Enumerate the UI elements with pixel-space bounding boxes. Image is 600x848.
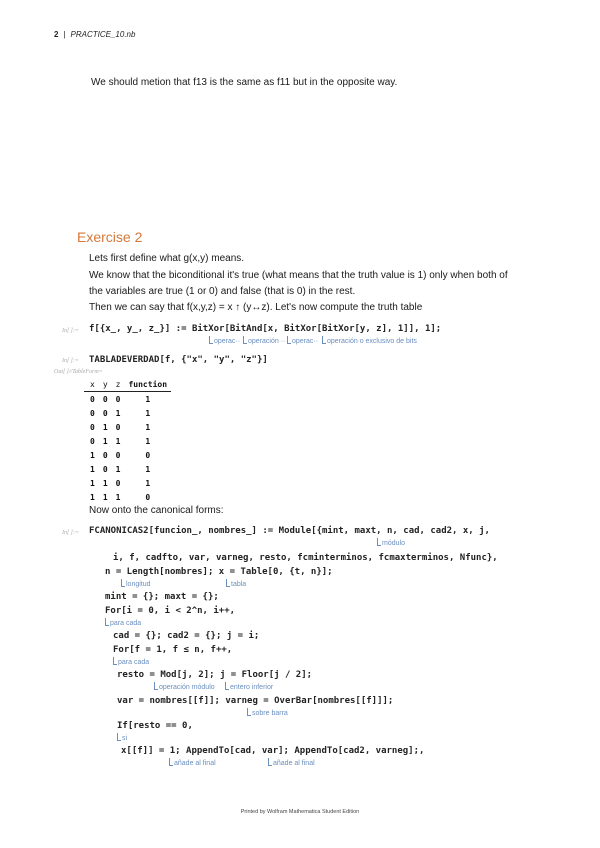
code-line: For[i = 0, i < 2^n, i++,: [105, 606, 236, 616]
autocomplete-hint: añade al final: [169, 758, 216, 767]
autocomplete-hint: para cada: [113, 657, 149, 666]
autocomplete-hint: operación ··: [243, 336, 285, 345]
table-header-x: x: [84, 379, 99, 392]
autocomplete-hint: tabla: [226, 579, 246, 588]
code-line: FCANONICAS2[funcion_, nombres_] := Module[{mint, maxt, n, cad, cad2, x, j,: [89, 526, 490, 536]
autocomplete-hint: para cada: [105, 618, 141, 627]
page-footer: Printed by Wolfram Mathematica Student Edition: [240, 809, 360, 815]
output-label: Out[ ]//TableForm=: [54, 369, 103, 375]
table-row: 0 0 1 1: [90, 408, 151, 418]
paragraph-line: Lets first define what g(x,y) means.: [89, 253, 245, 264]
paragraph-line: the variables are true (1 or 0) and false (that is 0) in the rest.: [89, 286, 356, 297]
table-row: 1 0 0 0: [90, 450, 151, 460]
autocomplete-hint: sobre barra: [247, 708, 288, 717]
table-header-function: function: [124, 379, 171, 392]
autocomplete-hint: si: [117, 733, 127, 742]
table-header-z: z: [112, 379, 125, 392]
autocomplete-hint: módulo: [377, 538, 405, 547]
section-title: Exercise 2: [77, 229, 143, 245]
code-line: i, f, cadfto, var, varneg, resto, fcminterminos, fcmaxterminos, Nfunc},: [113, 553, 498, 563]
autocomplete-hint: longitud: [121, 579, 151, 588]
table-row: 1 0 1 1: [90, 464, 151, 474]
autocomplete-hint: añade al final: [268, 758, 315, 767]
autocomplete-hint: operac··: [209, 336, 240, 345]
autocomplete-hint: operación o exclusivo de bits: [322, 336, 417, 345]
code-line: x[[f]] = 1; AppendTo[cad, var]; AppendTo[cad2, varneg];,: [121, 746, 425, 756]
intro-text: We should metion that f13 is the same as f11 but in the opposite way.: [91, 77, 398, 88]
input-label: In[ ]:=: [62, 328, 79, 334]
table-header-y: y: [99, 379, 112, 392]
table-row: 1 1 0 1: [90, 478, 151, 488]
table-row: 0 0 0 1: [90, 394, 151, 404]
code-line: For[f = 1, f ≤ n, f++,: [113, 645, 233, 655]
code-line: resto = Mod[j, 2]; j = Floor[j / 2];: [117, 670, 313, 680]
page-header: [54, 30, 135, 39]
input-label: In[ ]:=: [62, 358, 79, 364]
code-input-f-definition[interactable]: f[{x_, y_, z_}] := BitXor[BitAnd[x, BitXor[BitXor[y, z], 1]], 1];: [89, 324, 442, 334]
autocomplete-hint: operac··: [287, 336, 318, 345]
autocomplete-hint: operación módulo: [154, 682, 215, 691]
table-row: 0 1 1 1: [90, 436, 151, 446]
code-line: n = Length[nombres]; x = Table[0, {t, n}];: [105, 567, 333, 577]
code-line: cad = {}; cad2 = {}; j = i;: [113, 631, 260, 641]
code-line: mint = {}; maxt = {};: [105, 592, 219, 602]
truth-table: [84, 379, 171, 504]
code-input-truth-table[interactable]: TABLADEVERDAD[f, {"x", "y", "z"}]: [89, 355, 268, 365]
code-line: If[resto == 0,: [117, 721, 193, 731]
table-row: 1 1 1 0: [90, 492, 151, 502]
table-row: 0 1 0 1: [90, 422, 151, 432]
header-separator: |: [63, 30, 66, 39]
paragraph-line: We know that the biconditional it's true (what means that the truth value is 1) only when both of: [89, 270, 508, 281]
code-line: var = nombres[[f]]; varneg = OverBar[nombres[[f]]];: [117, 696, 394, 706]
page-number: 2: [54, 30, 59, 39]
paragraph-line: Then we can say that f(x,y,z) = x ↑ (y↔z). Let's now compute the truth table: [89, 302, 423, 313]
autocomplete-hint: entero inferior: [225, 682, 273, 691]
canonical-intro-text: Now onto the canonical forms:: [89, 505, 224, 516]
notebook-filename: PRACTICE_10.nb: [70, 30, 136, 39]
input-label: In[ ]:=: [62, 530, 79, 536]
